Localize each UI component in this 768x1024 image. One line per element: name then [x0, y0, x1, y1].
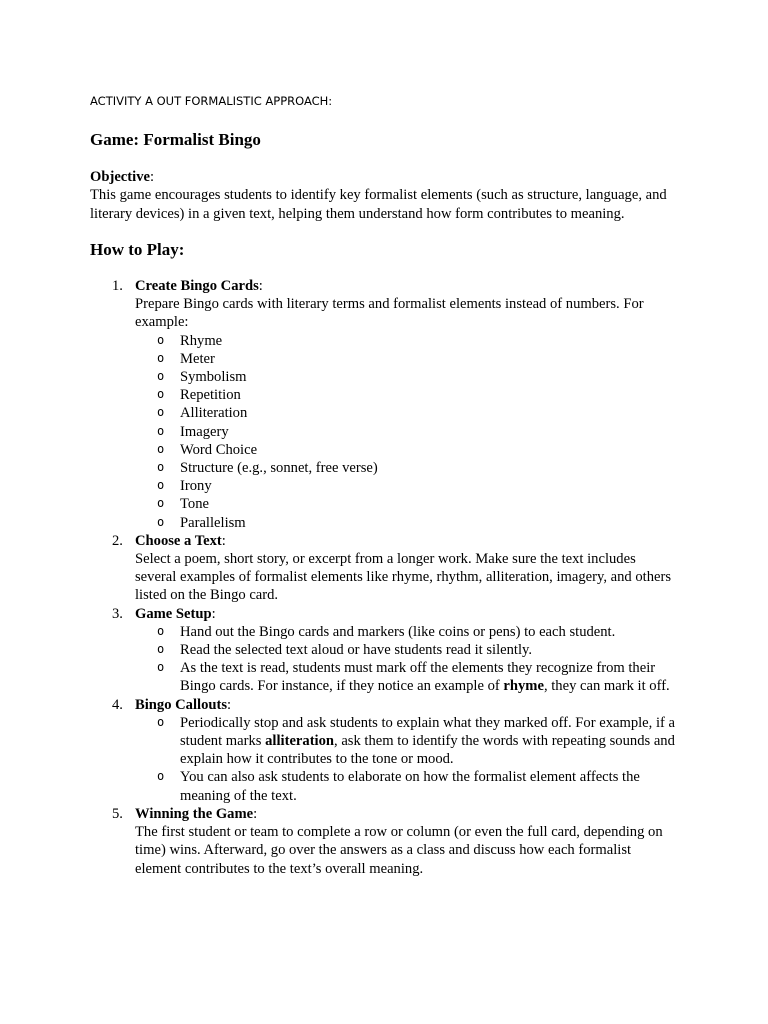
bullet-icon: o — [157, 496, 165, 511]
objective-heading: Objective: — [90, 169, 155, 185]
step-4: 4. Bingo Callouts: o Periodically stop and ask students to explain what they marked off. For example, if a student marks alliteration, ask them to identify the words with repeating sounds and explain how it contributes to the tone or mood. o You can also ask students to elaborate on how the formalist element affects the meaning of the text. — [90, 696, 680, 805]
bullet-icon: o — [157, 441, 165, 456]
list-item: o Tone — [157, 496, 209, 513]
objective-section — [90, 168, 680, 223]
step-title: Create Bingo Cards — [135, 278, 259, 294]
step-number: 2. — [112, 532, 123, 549]
game-title: Game: Formalist Bingo — [90, 130, 261, 149]
step-title: Game Setup — [135, 605, 212, 622]
steps-list — [90, 277, 680, 878]
objective-label: Objective — [90, 169, 150, 185]
bullet-icon: o — [157, 387, 165, 402]
bullet-icon: o — [157, 623, 165, 638]
bullet-icon: o — [157, 642, 165, 657]
bullet-icon: o — [157, 514, 165, 529]
list-item: o Rhyme — [157, 332, 223, 349]
callouts-list — [135, 714, 680, 805]
list-item: o Irony — [157, 478, 212, 495]
step-number: 5. — [112, 805, 123, 822]
setup-list — [135, 623, 680, 696]
step-number: 1. — [112, 278, 123, 294]
step-3: 3. Game Setup: o Hand out the Bingo cards and markers (like coins or pens) to each student. o Read the selected text aloud or have students read it silently. o As the text is read, students must mark off the elements they recognize from their Bingo cards. For instance, if they notice an example of rhyme, they can mark it off. — [90, 605, 680, 696]
bullet-icon: o — [157, 369, 165, 384]
list-item: o Hand out the Bingo cards and markers (like coins or pens) to each student. — [157, 623, 616, 640]
list-item: o You can also ask students to elaborate on how the formalist element affects the meaning of the text. — [157, 769, 640, 804]
bullet-icon: o — [157, 350, 165, 365]
list-item: o Periodically stop and ask students to explain what they marked off. For example, if a student marks alliteration, ask them to identify the words with repeating sounds and explain how it contributes to the tone or mood. — [157, 714, 675, 768]
list-item: o Structure (e.g., sonnet, free verse) — [157, 460, 378, 477]
bullet-icon: o — [157, 460, 165, 475]
bullet-icon: o — [157, 405, 165, 420]
list-item: o Symbolism — [157, 369, 247, 386]
bullet-icon: o — [157, 714, 165, 729]
activity-heading: ACTIVITY A OUT FORMALISTIC APPROACH: — [90, 94, 333, 108]
step-number: 3. — [112, 605, 123, 622]
step-1: 1. Create Bingo Cards: Prepare Bingo cards with literary terms and formalist elements instead of numbers. For example: o Rhyme o Meter o Symbolism o Repetition o Alliteration o Imagery o Word Choice o Structure (e.g., sonnet, free verse) o Irony o Tone o Parallelism — [90, 277, 680, 532]
list-item: o Alliteration — [157, 405, 248, 422]
bullet-icon: o — [157, 423, 165, 438]
step-text: The first student or team to complete a row or column (or even the full card, depending on time) wins. Afterward, go over the answers as a class and discuss how each formalist element contributes to the text’s overall meaning. — [135, 824, 663, 877]
step-title: Choose a Text — [135, 532, 222, 549]
step-2: 2. Choose a Text: Select a poem, short story, or excerpt from a longer work. Make sure the text includes several examples of formalist elements like rhyme, rhythm, alliteration, imagery, and others listed on the Bingo card. — [90, 532, 680, 605]
list-item: o Read the selected text aloud or have students read it silently. — [157, 642, 533, 659]
step-text: Prepare Bingo cards with literary terms and formalist elements instead of numbers. For example: — [135, 296, 644, 331]
list-item: o Parallelism — [157, 514, 246, 531]
bingo-terms-list — [135, 332, 680, 532]
bullet-icon: o — [157, 478, 165, 493]
list-item: o Word Choice — [157, 441, 258, 458]
step-title: Bingo Callouts — [135, 696, 228, 713]
step-number: 4. — [112, 696, 123, 713]
step-title: Winning the Game — [135, 805, 254, 822]
list-item: o As the text is read, students must mark off the elements they recognize from their Bingo cards. For instance, if they notice an example of rhyme, they can mark it off. — [157, 660, 670, 695]
bullet-icon: o — [157, 769, 165, 784]
step-text: Select a poem, short story, or excerpt from a longer work. Make sure the text includes several examples of formalist elements like rhyme, rhythm, alliteration, imagery, and others listed on the Bingo card. — [135, 551, 672, 604]
list-item: o Meter — [157, 350, 215, 367]
objective-text: This game encourages students to identify key formalist elements (such as structure, language, and literary devices) in a given text, helping them understand how form contributes to meaning. — [90, 187, 667, 222]
step-5: 5. Winning the Game: The first student or team to complete a row or column (or even the full card, depending on time) wins. Afterward, go over the answers as a class and discuss how each formalist element contributes to the text’s overall meaning. — [90, 805, 680, 878]
list-item: o Repetition — [157, 387, 241, 404]
bullet-icon: o — [157, 332, 165, 347]
how-to-play-heading: How to Play: — [90, 240, 185, 259]
list-item: o Imagery — [157, 423, 229, 440]
bullet-icon: o — [157, 660, 165, 675]
